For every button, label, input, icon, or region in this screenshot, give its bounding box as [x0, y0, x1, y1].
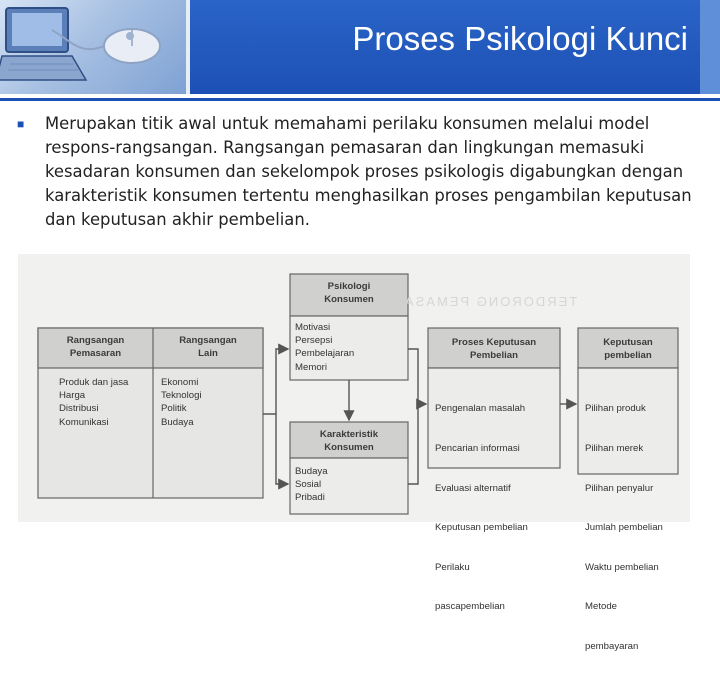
- list-item: Pilihan merek: [585, 443, 644, 455]
- header-accent-strip: [700, 0, 720, 94]
- heading-line-2: Lain: [198, 348, 218, 360]
- body-paragraph: Merupakan titik awal untuk memahami perilaku konsumen melalui model respons-rangsangan. Rangsangan pemasaran dan lingkungan memasuki kesadaran konsumen dan sekelompok proses psikologis digabungkan dengan karakteristik konsumen tertentu menghasilkan proses pengambilan keputusan dan keputusan akhir pembelian.: [45, 114, 692, 229]
- computer-mouse-photo: [0, 0, 186, 94]
- slide-title: Proses Psikologi Kunci: [352, 20, 688, 57]
- list-item: Harga: [59, 390, 86, 402]
- list-item: Perilaku: [435, 561, 470, 573]
- heading-line-2: Konsumen: [324, 294, 374, 306]
- list-item: Pribadi: [295, 492, 325, 504]
- header-rule: [0, 98, 720, 101]
- consumer-behavior-model-diagram: [18, 254, 690, 653]
- list-item: Waktu pembelian: [585, 561, 659, 573]
- keputusan-pembelian-list: [580, 372, 678, 684]
- list-item: Pilihan produk: [585, 403, 646, 415]
- proses-keputusan-list: [430, 372, 560, 644]
- rangsangan-lain-heading: [153, 330, 263, 360]
- list-item: Ekonomi: [161, 377, 199, 388]
- header-divider: [186, 0, 190, 94]
- list-item: Budaya: [295, 466, 328, 477]
- heading-line-1: Keputusan: [603, 337, 653, 348]
- list-item: Evaluasi alternatif: [435, 482, 511, 494]
- list-item: Komunikasi: [59, 416, 109, 428]
- heading-line-2: Konsumen: [324, 442, 374, 454]
- psikologi-konsumen-heading: [290, 276, 408, 306]
- list-item: Produk dan jasa: [59, 377, 129, 388]
- keputusan-pembelian-heading: [578, 332, 678, 362]
- list-item: Persepsi: [295, 335, 333, 347]
- slide-header: [0, 0, 720, 94]
- diagram-watermark: TERDORONG PEMASA: [403, 294, 578, 309]
- rangsangan-pemasaran-heading: [38, 330, 153, 360]
- list-item: Keputusan pembelian: [435, 522, 528, 534]
- heading-line-1: Karakteristik: [319, 429, 379, 440]
- list-item: Pembelajaran: [295, 348, 355, 360]
- list-item: Pencarian informasi: [435, 443, 520, 455]
- rangsangan-pemasaran-list: [54, 372, 153, 433]
- laptop-mouse-illustration: [0, 0, 186, 94]
- proses-keputusan-heading: [428, 332, 560, 362]
- list-item: Jumlah pembelian: [585, 522, 663, 534]
- square-bullet-icon: ■: [17, 117, 25, 131]
- list-item: Distribusi: [59, 403, 99, 415]
- heading-line-2: pembelian: [604, 350, 652, 362]
- list-item: Metode: [585, 601, 617, 613]
- heading-line-1: Rangsangan: [179, 335, 237, 346]
- karakteristik-konsumen-list: [290, 461, 408, 509]
- heading-line-1: Psikologi: [327, 281, 371, 292]
- list-item: Memori: [295, 361, 327, 373]
- karakteristik-konsumen-heading: [290, 424, 408, 454]
- heading-line-1: Rangsangan: [66, 335, 125, 346]
- list-item: Politik: [161, 403, 187, 415]
- list-item: Sosial: [295, 479, 322, 491]
- list-item: Pengenalan masalah: [435, 403, 526, 415]
- heading-line-2: Pembelian: [470, 350, 518, 362]
- list-item: pascapembelian: [435, 601, 505, 613]
- heading-line-1: Proses Keputusan: [451, 337, 537, 348]
- psikologi-konsumen-list: [290, 317, 408, 378]
- list-item: Motivasi: [295, 322, 331, 333]
- list-item: Pilihan penyalur: [585, 482, 654, 494]
- rangsangan-lain-list: [156, 372, 260, 433]
- list-item: pembayaran: [585, 641, 639, 653]
- list-item: Budaya: [161, 416, 194, 428]
- heading-line-2: Pemasaran: [69, 348, 122, 360]
- list-item: Teknologi: [161, 390, 202, 402]
